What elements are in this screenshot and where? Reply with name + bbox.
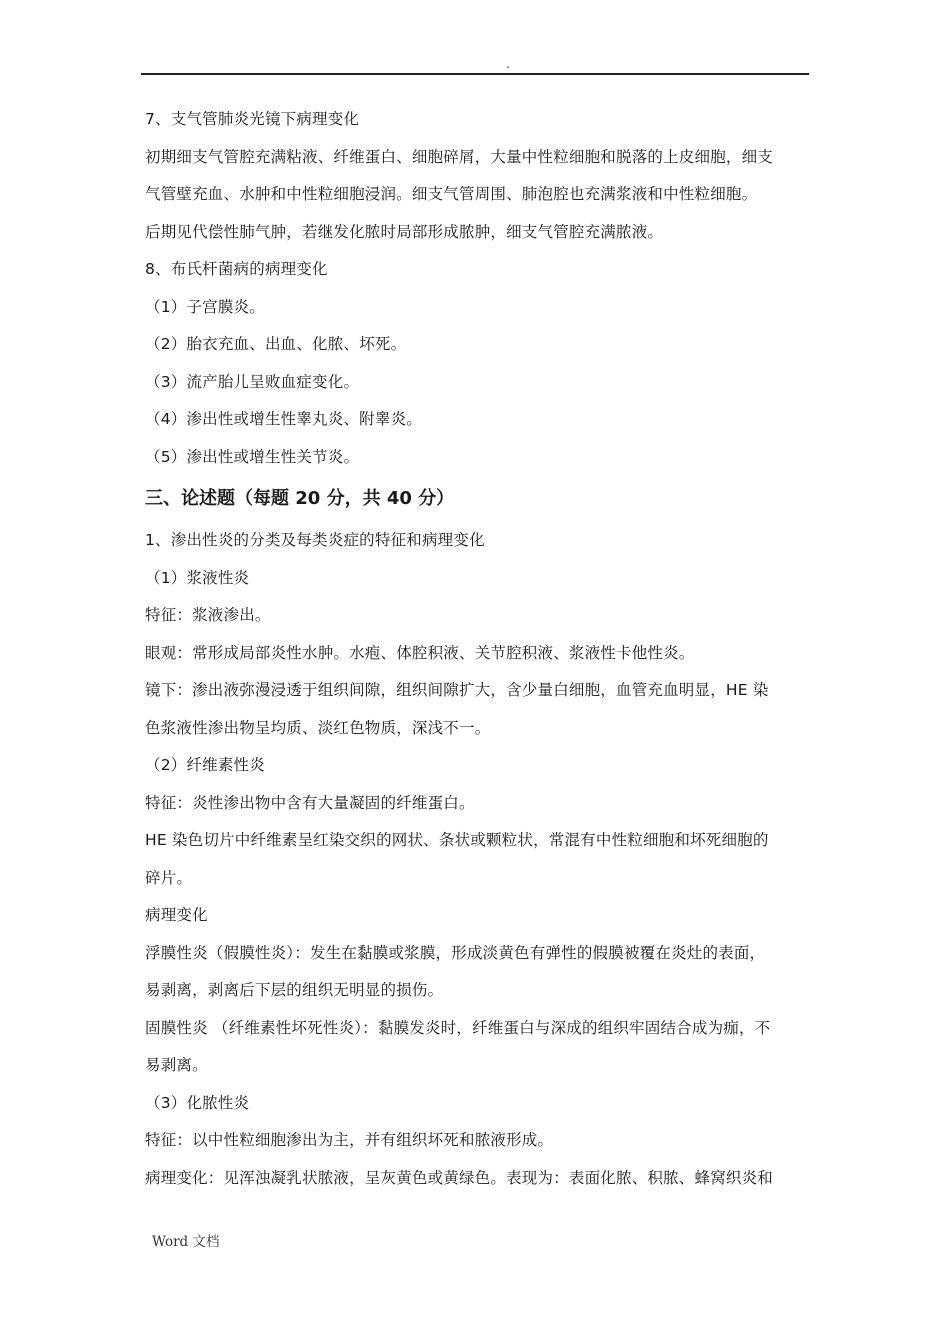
list-item: （2）胎衣充血、出血、化脓、坏死。: [145, 335, 407, 353]
paragraph-line: 病理变化：见浑浊凝乳状脓液，呈灰黄色或黄绿色。表现为：表面化脓、积脓、蜂窝织炎和: [145, 1168, 774, 1187]
paragraph-line: 气管壁充血、水肿和中性粒细胞浸润。细支气管周围、肺泡腔也充满浆液和中性粒细胞。: [145, 185, 758, 203]
paragraph-line: 浮膜性炎（假膜性炎）：发生在黏膜或浆膜，形成淡黄色有弹性的假膜被覆在炎灶的表面，: [145, 943, 766, 962]
paragraph-line: 镜下：渗出液弥漫浸透于组织间隙，组织间隙扩大，含少量白细胞，血管充血明显，HE 染: [145, 681, 769, 699]
paragraph-line: 特征：炎性渗出物中含有大量凝固的纤维蛋白。: [145, 793, 475, 812]
document-body: [145, 101, 825, 1197]
paragraph-line: 固膜性炎 （纤维素性坏死性炎）：黏膜发炎时，纤维蛋白与深成的组织牢固结合成为痂，不: [145, 1018, 771, 1037]
section-heading: 三、论述题（每题 20 分，共 40 分）: [145, 488, 455, 509]
paragraph-line: 特征：以中性粒细胞渗出为主，并有组织坏死和脓液形成。: [145, 1131, 554, 1149]
paragraph-line: 特征：浆液渗出。: [145, 606, 271, 624]
list-item: （3）流产胎儿呈败血症变化。: [145, 372, 360, 391]
subsection-title: （3）化脓性炎: [145, 1093, 250, 1112]
subsection-title: （1）浆液性炎: [145, 568, 250, 587]
paragraph-line: HE 染色切片中纤维素呈红染交织的网状、条状或颗粒状，常混有中性粒细胞和坏死细胞的: [145, 831, 769, 849]
header-mark: .: [506, 57, 510, 71]
paragraph-line: 后期见代偿性肺气肿，若继发化脓时局部形成脓肿，细支气管腔充满脓液。: [145, 222, 664, 241]
subsection-title: （2）纤维素性炎: [145, 756, 265, 774]
paragraph-line: 易剥离。: [145, 1056, 208, 1074]
question-title: 1、渗出性炎的分类及每类炎症的特征和病理变化: [145, 531, 485, 549]
question-title: 8、布氏杆菌病的病理变化: [145, 260, 328, 278]
paragraph-line: 碎片。: [145, 868, 193, 887]
paragraph-line: 初期细支气管腔充满粘液、纤维蛋白、细胞碎屑，大量中性粒细胞和脱落的上皮细胞，细支: [145, 147, 774, 166]
paragraph-line: 眼观：常形成局部炎性水肿。水疱、体腔积液、关节腔积液、浆液性卡他性炎。: [145, 643, 695, 662]
paragraph-line: 病理变化: [145, 906, 208, 924]
footer-label: Word 文档: [152, 1234, 220, 1250]
paragraph-line: 易剥离，剥离后下层的组织无明显的损伤。: [145, 981, 444, 999]
list-item: （5）渗出性或增生性关节炎。: [145, 447, 360, 466]
list-item: （1）子宫膜炎。: [145, 297, 265, 316]
header-rule: [141, 73, 809, 75]
list-item: （4）渗出性或增生性睾丸炎、附睾炎。: [145, 410, 422, 428]
paragraph-line: 色浆液性渗出物呈均质、淡红色物质，深浅不一。: [145, 718, 491, 737]
question-title: 7、支气管肺炎光镜下病理变化: [145, 110, 360, 128]
